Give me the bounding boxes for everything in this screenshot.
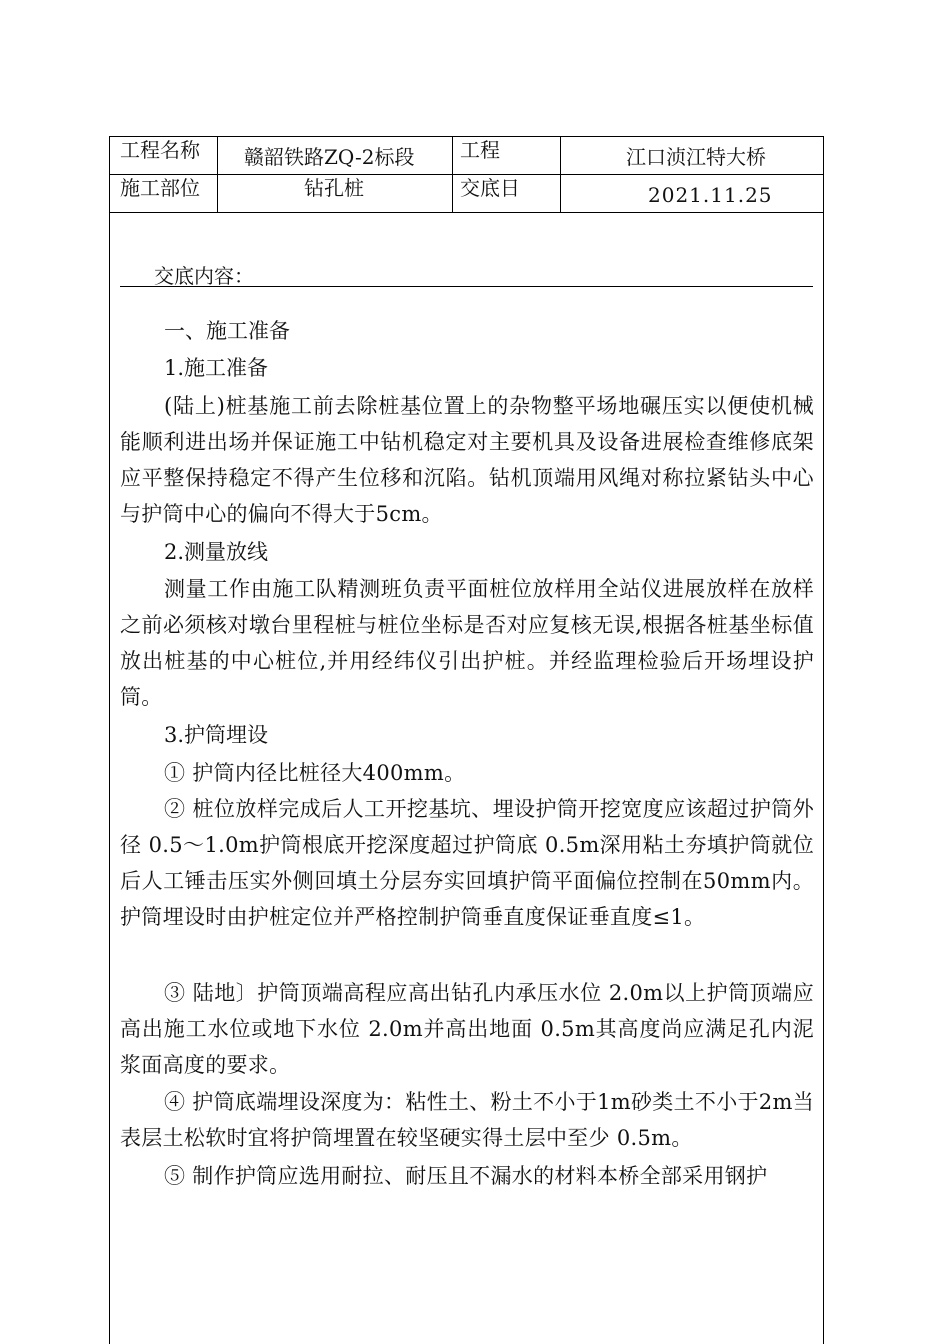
construction-part-label: 施工部位 (120, 176, 200, 200)
paragraph: 测量工作由施工队精测班负责平面桩位放样用全站仪进展放样在放样之前必须核对墩台里程桩与桩位坐标是否对应复核无误,根据各桩基坐标值放出桩基的中心桩位,并用经纬仪引出护桩。并经监理检验后开场埋设护筒。 (120, 577, 814, 709)
project-value: 江口浈江特大桥 (626, 145, 766, 169)
project-name-label: 工程名称 (120, 138, 200, 162)
list-item: ③ 陆地〕护筒顶端高程应高出钻孔内承压水位 2.0m以上护筒顶端应高出施工水位或地下水位 2.0m并高出地面 0.5m其高度尚应满足孔内泥浆面高度的要求。 (120, 981, 814, 1077)
list-item: ② 桩位放样完成后人工开挖基坑、埋设护筒开挖宽度应该超过护筒外径 0.5～1.0m护筒根底开挖深度超过护筒底 0.5m深用粘土夯填护筒就位后人工锤击压实外侧回填土分层夯实回填护筒平面偏位控制在50mm内。护筒埋设时由护桩定位并严格控制护筒垂直度保证垂直度≤1。 (120, 797, 814, 929)
construction-part-value: 钻孔桩 (304, 176, 364, 200)
header-table (109, 136, 824, 213)
content-box (109, 212, 824, 1344)
paragraph: (陆上)桩基施工前去除桩基位置上的杂物整平场地碾压实以便使机械能顺利进出场并保证施工中钻机稳定对主要机具及设备进展检查维修底架应平整保持稳定不得产生位移和沉陷。钻机顶端用风绳对称拉紧钻头中心与护筒中心的偏向不得大于5cm。 (120, 394, 814, 526)
handover-date-value: 2021.11.25 (648, 183, 773, 207)
sub-heading: 2.测量放线 (164, 540, 269, 564)
section-heading: 一、施工准备 (164, 319, 290, 343)
list-item: ① 护筒内径比桩径大400mm。 (164, 761, 466, 785)
project-label: 工程 (460, 138, 500, 162)
sub-heading: 3.护筒埋设 (164, 723, 269, 747)
list-item: ⑤ 制作护筒应选用耐拉、耐压且不漏水的材料本桥全部采用钢护 (164, 1164, 768, 1188)
sub-heading: 1.施工准备 (164, 356, 269, 380)
project-name-value: 赣韶铁路ZQ-2标段 (244, 145, 415, 169)
content-label: 交底内容： (154, 264, 254, 288)
table-divider (110, 174, 823, 175)
list-item: ④ 护筒底端埋设深度为：粘性土、粉土不小于1m砂类土不小于2m当表层土松软时宜将护筒埋置在较坚硬实得土层中至少 0.5m。 (120, 1090, 814, 1150)
content-rule (120, 286, 813, 287)
handover-date-label: 交底日 (460, 176, 520, 200)
